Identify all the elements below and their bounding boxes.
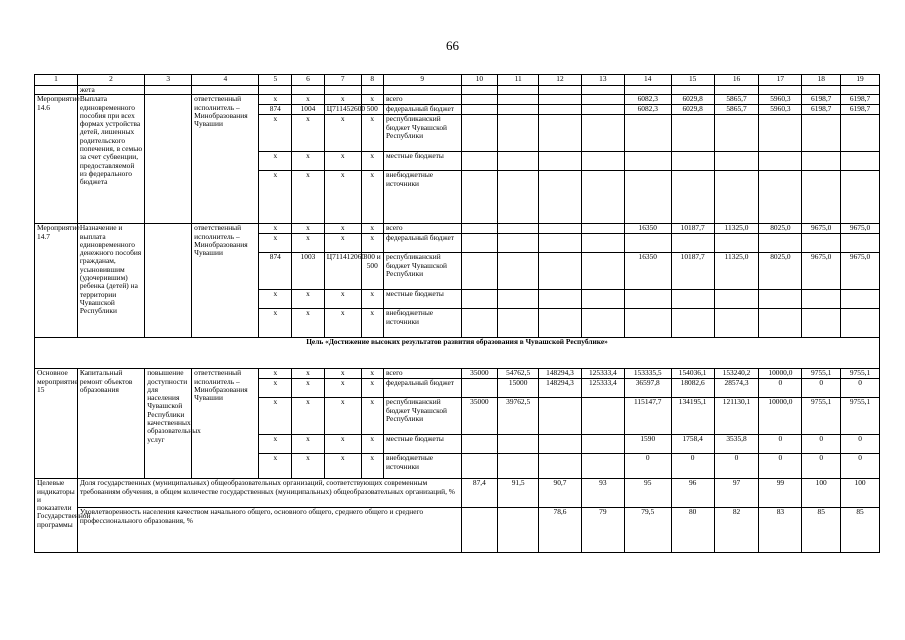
code-section: x	[292, 152, 325, 171]
value-cell: 9755,1	[841, 369, 880, 379]
code-expense-type: x	[361, 309, 383, 338]
value-cell	[581, 435, 624, 454]
value-cell: 6198,7	[841, 95, 880, 105]
value-cell	[714, 234, 759, 253]
funding-source: внебюджетные источники	[383, 171, 461, 224]
value-cell: 121130,1	[714, 398, 759, 435]
value-cell: 148294,3	[539, 369, 582, 379]
code-expense-type: x	[361, 369, 383, 379]
indicator-value: 99	[759, 479, 802, 508]
code-target-article: x	[324, 369, 361, 379]
value-cell: 0	[759, 379, 802, 398]
column-number: 19	[841, 75, 880, 86]
value-cell: 10000,0	[759, 369, 802, 379]
value-cell	[671, 152, 714, 171]
code-section: x	[292, 379, 325, 398]
value-cell: 5865,7	[714, 95, 759, 105]
value-cell: 0	[759, 454, 802, 479]
code-grbs: x	[259, 115, 292, 152]
code-target-article: x	[324, 224, 361, 234]
code-section: x	[292, 224, 325, 234]
code-grbs: 874	[259, 253, 292, 290]
value-cell: 134195,1	[671, 398, 714, 435]
value-cell: 154036,1	[671, 369, 714, 379]
value-cell	[461, 95, 498, 105]
value-cell: 6198,7	[802, 105, 841, 115]
value-cell: 10000,0	[759, 398, 802, 435]
table-cell	[145, 224, 192, 338]
value-cell	[624, 234, 671, 253]
value-cell: 148294,3	[539, 379, 582, 398]
value-cell	[539, 435, 582, 454]
value-cell	[671, 234, 714, 253]
code-grbs: x	[259, 398, 292, 435]
code-target-article: x	[324, 309, 361, 338]
value-cell	[759, 234, 802, 253]
value-cell	[461, 234, 498, 253]
value-cell: 9755,1	[802, 398, 841, 435]
goal-title: Цель «Достижение высоких результатов развития образования в Чувашской Республике»	[35, 338, 880, 369]
value-cell: 6198,7	[802, 95, 841, 105]
goal-row	[35, 338, 880, 369]
value-cell	[461, 454, 498, 479]
code-section: x	[292, 95, 325, 105]
code-expense-type: x	[361, 435, 383, 454]
code-target-article: x	[324, 95, 361, 105]
value-cell: 0	[714, 454, 759, 479]
value-cell: 10187,7	[671, 224, 714, 234]
indicator-value	[498, 508, 539, 553]
indicator-value: 95	[624, 479, 671, 508]
indicator-value: 100	[802, 479, 841, 508]
code-grbs: x	[259, 171, 292, 224]
value-cell	[714, 290, 759, 309]
value-cell	[581, 105, 624, 115]
value-cell: 16350	[624, 224, 671, 234]
value-cell	[802, 290, 841, 309]
value-cell: 125333,4	[581, 369, 624, 379]
value-cell: 0	[841, 435, 880, 454]
code-section: x	[292, 234, 325, 253]
indicator-value: 90,7	[539, 479, 582, 508]
value-cell	[498, 290, 539, 309]
funding-source: всего	[383, 95, 461, 105]
value-cell	[539, 95, 582, 105]
value-cell	[539, 115, 582, 152]
indicator-text: Доля государственных (муниципальных) общеобразовательных организаций, соответствующих современным требованиям обучения, в общем количестве государственных (муниципальных) общеобразовательных организаций, %	[77, 479, 461, 508]
value-cell: 6198,7	[841, 105, 880, 115]
value-cell: 15000	[498, 379, 539, 398]
code-grbs: x	[259, 379, 292, 398]
code-target-article: x	[324, 171, 361, 224]
funding-source: местные бюджеты	[383, 152, 461, 171]
value-cell: 35000	[461, 398, 498, 435]
activity-executor: ответственный исполнитель – Минобразования Чувашии	[192, 224, 259, 338]
table-cell	[539, 86, 582, 95]
column-number: 7	[324, 75, 361, 86]
column-number: 10	[461, 75, 498, 86]
value-cell: 0	[802, 379, 841, 398]
indicator-value: 78,6	[539, 508, 582, 553]
value-cell: 5960,3	[759, 105, 802, 115]
value-cell	[539, 454, 582, 479]
code-target-article: x	[324, 454, 361, 479]
value-cell: 35000	[461, 369, 498, 379]
value-cell	[624, 171, 671, 224]
value-cell: 6082,3	[624, 95, 671, 105]
value-cell: 0	[802, 435, 841, 454]
value-cell: 54762,5	[498, 369, 539, 379]
code-expense-type: 300 и 500	[361, 253, 383, 290]
table-cell	[581, 86, 624, 95]
indicator-value: 97	[714, 479, 759, 508]
code-section: x	[292, 369, 325, 379]
indicator-value: 96	[671, 479, 714, 508]
continuation-text: жета	[77, 86, 144, 95]
value-cell	[581, 290, 624, 309]
value-cell	[714, 152, 759, 171]
funding-source: республиканский бюджет Чувашской Республики	[383, 115, 461, 152]
indicator-value: 100	[841, 479, 880, 508]
code-expense-type: x	[361, 454, 383, 479]
code-grbs: x	[259, 95, 292, 105]
value-cell	[539, 105, 582, 115]
value-cell: 6029,8	[671, 105, 714, 115]
indicator-value: 91,5	[498, 479, 539, 508]
code-grbs: 874	[259, 105, 292, 115]
code-target-article: x	[324, 290, 361, 309]
value-cell	[498, 435, 539, 454]
value-cell	[498, 253, 539, 290]
value-cell: 125333,4	[581, 379, 624, 398]
code-grbs: x	[259, 234, 292, 253]
value-cell: 9675,0	[802, 253, 841, 290]
activity-executor: ответственный исполнитель – Минобразования Чувашии	[192, 95, 259, 224]
code-target-article: x	[324, 398, 361, 435]
value-cell: 9675,0	[841, 224, 880, 234]
value-cell	[671, 115, 714, 152]
value-cell	[802, 309, 841, 338]
column-number: 1	[35, 75, 78, 86]
value-cell	[498, 234, 539, 253]
value-cell: 11325,0	[714, 253, 759, 290]
column-number: 14	[624, 75, 671, 86]
code-grbs: x	[259, 290, 292, 309]
header-row	[35, 75, 880, 86]
funding-source: внебюджетные источники	[383, 454, 461, 479]
column-number: 8	[361, 75, 383, 86]
indicators-label: Целевые индикаторы и показатели Государственной программы	[35, 479, 78, 553]
table-cell	[498, 86, 539, 95]
value-cell	[581, 454, 624, 479]
continuation-row	[35, 86, 880, 95]
code-grbs: x	[259, 152, 292, 171]
column-number: 13	[581, 75, 624, 86]
funding-source: всего	[383, 224, 461, 234]
value-cell	[581, 234, 624, 253]
value-cell	[461, 152, 498, 171]
value-cell: 1590	[624, 435, 671, 454]
value-cell: 36597,8	[624, 379, 671, 398]
activity-executor: ответственный исполнитель – Минобразования Чувашии	[192, 369, 259, 479]
value-cell	[461, 224, 498, 234]
column-number: 3	[145, 75, 192, 86]
value-cell	[498, 454, 539, 479]
column-number: 17	[759, 75, 802, 86]
value-cell	[802, 234, 841, 253]
code-expense-type: x	[361, 234, 383, 253]
table-row	[35, 369, 880, 379]
value-cell	[841, 152, 880, 171]
value-cell: 153335,5	[624, 369, 671, 379]
code-grbs: x	[259, 435, 292, 454]
code-grbs: x	[259, 309, 292, 338]
indicator-value: 79	[581, 508, 624, 553]
value-cell	[841, 171, 880, 224]
indicator-row	[35, 508, 880, 553]
table-row	[35, 95, 880, 105]
value-cell	[539, 309, 582, 338]
code-section: x	[292, 171, 325, 224]
value-cell: 18082,6	[671, 379, 714, 398]
value-cell	[539, 171, 582, 224]
code-expense-type: x	[361, 95, 383, 105]
value-cell	[461, 309, 498, 338]
activity-name: Назначение и выплата единовременного денежного пособия гражданам, усыновившим (удочерившим) ребенка (детей) на территории Чувашской Республики	[77, 224, 144, 338]
indicator-text: Удовлетворенность населения качеством начального общего, основного общего, среднего общего и среднего профессионального образования, %	[77, 508, 461, 553]
column-number: 18	[802, 75, 841, 86]
value-cell	[461, 435, 498, 454]
indicator-value: 79,5	[624, 508, 671, 553]
table-cell	[461, 86, 498, 95]
column-number: 16	[714, 75, 759, 86]
indicator-value: 80	[671, 508, 714, 553]
indicator-row	[35, 479, 880, 508]
value-cell	[759, 309, 802, 338]
code-expense-type: x	[361, 152, 383, 171]
value-cell	[498, 105, 539, 115]
activity-code: Мероприятие 14.7	[35, 224, 78, 338]
value-cell	[498, 115, 539, 152]
code-expense-type: 500	[361, 105, 383, 115]
value-cell	[539, 290, 582, 309]
value-cell	[498, 95, 539, 105]
column-number: 15	[671, 75, 714, 86]
value-cell: 6082,3	[624, 105, 671, 115]
value-cell: 0	[802, 454, 841, 479]
value-cell	[581, 95, 624, 105]
table-row	[35, 224, 880, 234]
code-target-article: x	[324, 435, 361, 454]
value-cell	[581, 224, 624, 234]
indicator-value	[461, 508, 498, 553]
value-cell: 8025,0	[759, 224, 802, 234]
value-cell	[581, 115, 624, 152]
value-cell: 39762,5	[498, 398, 539, 435]
activity-name: Капитальный ремонт объектов образования	[77, 369, 144, 479]
value-cell	[624, 115, 671, 152]
value-cell	[759, 290, 802, 309]
code-grbs: x	[259, 369, 292, 379]
table-cell	[145, 95, 192, 224]
code-expense-type: x	[361, 224, 383, 234]
value-cell	[581, 152, 624, 171]
code-section: x	[292, 454, 325, 479]
value-cell	[671, 290, 714, 309]
code-section: x	[292, 398, 325, 435]
code-target-article: Ц711412060	[324, 253, 361, 290]
program-table	[34, 74, 880, 553]
column-number: 4	[192, 75, 259, 86]
value-cell	[498, 224, 539, 234]
value-cell: 9755,1	[802, 369, 841, 379]
value-cell	[461, 290, 498, 309]
code-section: 1004	[292, 105, 325, 115]
code-section: x	[292, 290, 325, 309]
funding-source: республиканский бюджет Чувашской Республики	[383, 253, 461, 290]
value-cell: 115147,7	[624, 398, 671, 435]
code-expense-type: x	[361, 171, 383, 224]
value-cell	[461, 171, 498, 224]
indicator-value: 87,4	[461, 479, 498, 508]
column-number: 11	[498, 75, 539, 86]
code-expense-type: x	[361, 398, 383, 435]
value-cell	[671, 309, 714, 338]
value-cell: 9675,0	[802, 224, 841, 234]
value-cell	[461, 115, 498, 152]
code-target-article: x	[324, 152, 361, 171]
value-cell	[461, 253, 498, 290]
value-cell: 0	[841, 454, 880, 479]
value-cell	[581, 171, 624, 224]
funding-source: федеральный бюджет	[383, 234, 461, 253]
column-number: 2	[77, 75, 144, 86]
indicator-value: 82	[714, 508, 759, 553]
code-expense-type: x	[361, 115, 383, 152]
table-cell	[145, 86, 192, 95]
value-cell	[498, 171, 539, 224]
value-cell	[539, 253, 582, 290]
funding-source: республиканский бюджет Чувашской Республики	[383, 398, 461, 435]
column-number: 6	[292, 75, 325, 86]
value-cell	[714, 309, 759, 338]
value-cell	[581, 398, 624, 435]
value-cell	[759, 152, 802, 171]
funding-source: федеральный бюджет	[383, 105, 461, 115]
funding-source: всего	[383, 369, 461, 379]
value-cell	[539, 234, 582, 253]
value-cell: 8025,0	[759, 253, 802, 290]
value-cell	[841, 309, 880, 338]
value-cell: 1758,4	[671, 435, 714, 454]
value-cell	[539, 398, 582, 435]
code-section: x	[292, 309, 325, 338]
code-target-article: x	[324, 115, 361, 152]
funding-source: федеральный бюджет	[383, 379, 461, 398]
activity-code: Основное мероприятие 15	[35, 369, 78, 479]
value-cell	[624, 152, 671, 171]
value-cell	[759, 171, 802, 224]
code-target-article: Ц711452600	[324, 105, 361, 115]
funding-source: местные бюджеты	[383, 435, 461, 454]
code-grbs: x	[259, 454, 292, 479]
value-cell: 0	[759, 435, 802, 454]
value-cell: 9755,1	[841, 398, 880, 435]
value-cell	[841, 115, 880, 152]
column-number: 5	[259, 75, 292, 86]
value-cell	[581, 253, 624, 290]
value-cell	[624, 290, 671, 309]
value-cell: 6029,8	[671, 95, 714, 105]
column-number: 9	[383, 75, 461, 86]
code-section: 1003	[292, 253, 325, 290]
value-cell	[461, 105, 498, 115]
activity-target: повышение доступности для населения Чувашской Республики качественных образовательных услуг	[145, 369, 192, 479]
column-number: 12	[539, 75, 582, 86]
activity-name: Выплата единовременного пособия при всех формах устройства детей, лишенных родительского попечения, в семью за счет субвенции, предоставляемой из федерального бюджета	[77, 95, 144, 224]
code-section: x	[292, 115, 325, 152]
value-cell: 0	[841, 379, 880, 398]
value-cell	[581, 309, 624, 338]
activity-code: Мероприятие 14.6	[35, 95, 78, 224]
page-number: 66	[446, 38, 459, 53]
code-expense-type: x	[361, 290, 383, 309]
value-cell	[759, 115, 802, 152]
value-cell	[671, 171, 714, 224]
value-cell: 3535,8	[714, 435, 759, 454]
value-cell	[539, 224, 582, 234]
value-cell	[461, 379, 498, 398]
value-cell	[841, 234, 880, 253]
value-cell: 5865,7	[714, 105, 759, 115]
indicator-value: 85	[841, 508, 880, 553]
funding-source: местные бюджеты	[383, 290, 461, 309]
value-cell: 0	[624, 454, 671, 479]
value-cell: 0	[671, 454, 714, 479]
code-expense-type: x	[361, 379, 383, 398]
code-section: x	[292, 435, 325, 454]
value-cell	[498, 309, 539, 338]
value-cell: 16350	[624, 253, 671, 290]
funding-source: внебюджетные источники	[383, 309, 461, 338]
value-cell	[841, 290, 880, 309]
value-cell: 5960,3	[759, 95, 802, 105]
value-cell	[802, 171, 841, 224]
value-cell	[498, 152, 539, 171]
code-target-article: x	[324, 234, 361, 253]
value-cell	[802, 115, 841, 152]
value-cell: 28574,3	[714, 379, 759, 398]
code-target-article: x	[324, 379, 361, 398]
indicator-value: 85	[802, 508, 841, 553]
value-cell	[714, 171, 759, 224]
value-cell: 153240,2	[714, 369, 759, 379]
value-cell	[714, 115, 759, 152]
value-cell	[539, 152, 582, 171]
value-cell	[624, 309, 671, 338]
value-cell: 10187,7	[671, 253, 714, 290]
value-cell	[802, 152, 841, 171]
code-grbs: x	[259, 224, 292, 234]
value-cell: 11325,0	[714, 224, 759, 234]
indicator-value: 83	[759, 508, 802, 553]
indicator-value: 93	[581, 479, 624, 508]
value-cell: 9675,0	[841, 253, 880, 290]
